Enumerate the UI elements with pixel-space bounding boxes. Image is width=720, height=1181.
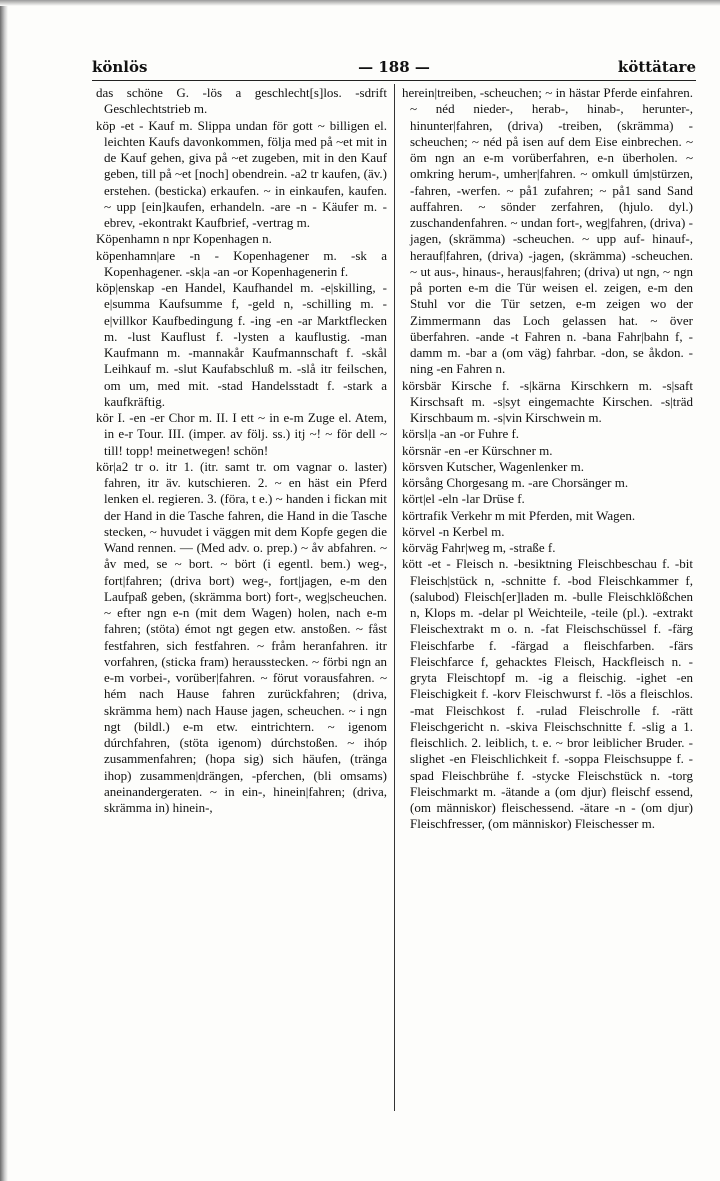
entry-paragraph: körsbär Kirsche f. -s|kärna Kirschkern m. -s|saft Kirschsaft m. -s|syt eingemachte Kirschen. -s|träd Kirschbaum m. -s|vin Kirschwein m. xyxy=(402,377,693,425)
right-column xyxy=(402,85,693,1115)
entry-paragraph: körtrafik Verkehr m mit Pferden, mit Wagen. xyxy=(402,507,636,523)
page-header xyxy=(92,58,696,82)
entry-paragraph: körsven Kutscher, Wagenlenker m. xyxy=(402,458,584,474)
header-rule xyxy=(92,80,696,81)
entry-paragraph: herein|treiben, -scheuchen; ~ in hästar Pferde einfahren. ~ néd nieder-, herab-, hinab-, herunter-, hinunter|fahren, (driva) -treiben, (skrämma) -scheuchen; ~ néd på isen auf dem Eise einbrechen. ~ öm ngn an e-m vorüberfahren, e-n überholen. ~ omkring herum-, umher|fahren. ~ omkull úm|stürzen, -fahren, -werfen. ~ på1 zufahren; ~ på1 sand Sand auffahren. ~ sönder zerfahren, (hjulo. dyl.) zuschandenfahren. ~ undan fort-, weg|fahren, (driva) -jagen, (skrämma) -scheuchen. ~ upp auf- hinauf-, herauf|fahren, (driva) -jagen, (skrämma) -scheuchen. ~ ut aus-, hinaus-, heraus|fahren; (driva) ut ngn, ~ ngn på porten e-m die Tür weisen el. zeigen, e-m den Stuhl vor die Tür setzen, e-m zeigen wo der Zimmermann das Loch gelassen hat. ~ över überfahren. -ande -t Fahren n. -bana Fahr|bahn f, -damm m. -bar a (om väg) fahrbar. -don, se åkdon. -ning -en Fahren n. xyxy=(402,85,693,377)
page-top-edge xyxy=(0,0,720,6)
entry-paragraph: das schöne G. -lös a geschlecht[s]los. -sdrift Geschlechtstrieb m. xyxy=(96,85,387,117)
entry-paragraph: körsl|a -an -or Fuhre f. xyxy=(402,426,520,442)
entry-paragraph: körsnär -en -er Kürschner m. xyxy=(402,442,553,458)
entry-paragraph: kör|a2 tr o. itr 1. (itr. samt tr. om vagnar o. laster) fahren, itr äv. kutschieren. 2. ~ en häst ein Pferd lenken el. regieren. 3. (föra, t e.) ~ handen i fickan mit der Hand in die Tasche fahren, die Hand in die Tasche stecken, ~ huvudet i väggen mit dem Kopfe gegen die Wand rennen. — (Med adv. o. prep.) ~ åv abfahren. ~ åv med, se ~ bort. ~ bört (i egentl. bem.) weg-, fort|fahren; (driva bort) weg-, fort|jagen, e-m den Laufpaß geben, (skrämma bort) fort-, weg|scheuchen. ~ efter ngn e-n (mit dem Wagen) holen, nach e-m fahren; (stöta) émot ngt gegen etw. anstoßen. ~ fåst festfahren, sich festfahren. ~ fråm heranfahren. itr vorfahren, (sticka fram) herausstecken. ~ förbi ngn an e-m vorbei-, vorüber|fahren. ~ förut vorausfahren. ~ hém nach Hause fahren zurückfahren; (driva, skrämma hem) nach Hause jagen, scheuchen. ~ i ngn ngt (bildl.) e-m etw. eintrichtern. ~ igenom dúrchfahren, (stöta igenom) dúrchstoßen. ~ ihóp zusammenfahren; (hopa sig) sich häufen, (tränga ihop) zusammen|drängen, -pferchen, (bli omsams) aneinandergeraten. ~ in ein-, hinein|fahren; (driva, skrämma in) hinein-, xyxy=(96,458,387,815)
entry-paragraph: körsång Chorgesang m. -are Chorsänger m. xyxy=(402,475,629,490)
header-right-guideword: köttätare xyxy=(617,58,696,76)
entry-paragraph: körvel -n Kerbel m. xyxy=(402,523,505,539)
header-page-number: — 188 — xyxy=(358,58,430,76)
entry-paragraph: körväg Fahr|weg m, -straße f. xyxy=(402,540,556,555)
entry-paragraph: kött -et - Fleisch n. -besiktning Fleischbeschau f. -bit Fleisch|stück n, -schnitte f. -bod Fleischkammer f, (salubod) Fleisch[er]laden m. -bulle Fleischklößchen n, Klops m. -delar pl Weichteile, -teile (pl.). -extrakt Fleischextrakt m o. n. -fat Fleischschüssel f. -färg Fleischfarbe f. -färgad a fleischfarben. -färs Fleischfarce f, gehacktes Fleisch, Hackfleisch n. -gryta Fleischtopf m. -ig a fleischig. -ighet -en Fleischigkeit f. -korv Fleischwurst f. -lös a fleischlos. -mat Fleischkost f. -rulad Fleischrolle f. -rätt Fleischgericht n. -skiva Fleischschnitte f. -slig a 1. fleischlich. 2. leiblich, t. e. ~ bror leiblicher Bruder. -slighet -en Fleischlichkeit f. -soppa Fleischsuppe f. -spad Fleischbrühe f. -stycke Fleischstück n. -torg Fleischmarkt m. -ätande a (om djur) fleischf essend, (om människor) fleischessend. -ätare -n - (om djur) Fleischfresser, (om människor) Fleischesser m. xyxy=(402,556,693,832)
entry-paragraph: kör I. -en -er Chor m. II. I ett ~ in e-m Zuge el. Atem, in e-r Tour. III. (imper. av följ. ss.) itj ~! ~ för dell ~ till! topp! meinetwegen! schön! xyxy=(96,410,387,458)
entry-paragraph: Köpenhamn n npr Kopenhagen n. xyxy=(96,231,272,247)
entry-paragraph: köpenhamn|are -n - Kopenhagener m. -sk a Kopenhagener. -sk|a -an -or Kopenhagenerin f. xyxy=(96,247,387,279)
header-left-guideword: könlös xyxy=(92,58,148,76)
book-spine-shadow xyxy=(0,0,8,1181)
entry-paragraph: köp -et - Kauf m. Slippa undan för gott ~ billigen el. leichten Kaufs davonkommen, följa med på ~et mit in de Kauf gehen, giva på ~et zugeben, mit in den Kauf geben, till på ~et [noch] obendrein. -a2 tr kaufen, (äv.) erstehen. (besticka) erkaufen. ~ in einkaufen, kaufen. ~ upp [ein]kaufen, erhandeln. -are -n - Käufer m. -ebrev, -ekontrakt Kaufbrief, -vertrag m. xyxy=(96,117,387,230)
entry-paragraph: kört|el -eln -lar Drüse f. xyxy=(402,491,525,507)
column-divider xyxy=(394,84,395,1111)
entry-paragraph: köp|enskap -en Handel, Kaufhandel m. -e|skilling, -e|summa Kaufsumme f, -geld n, -schilling m. -e|villkor Kaufbedingung f. -ing -en -ar Marktflecken m. -lust Kauflust f. -lysten a kauflustig. -man Kaufmann m. -mannakår Kaufmannschaft f. -skål Leihkauf m. -slut Kaufabschluß m. -slå itr feilschen, om um, med mit. -stad Handelsstadt f. -stark a kaufkräftig. xyxy=(96,280,387,409)
left-column xyxy=(96,85,387,1115)
